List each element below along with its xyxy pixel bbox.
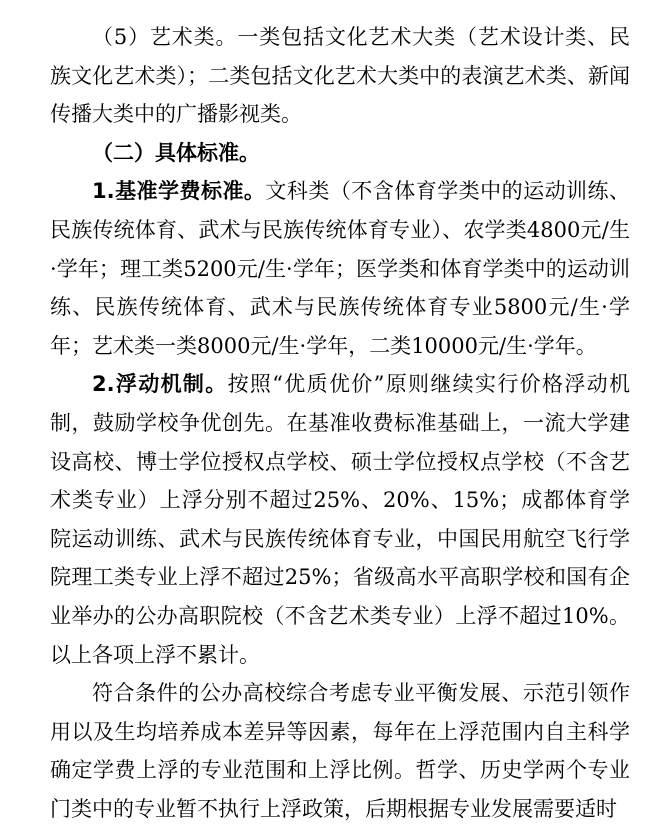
document-body: [50, 18, 630, 828]
paragraph-base-tuition: [50, 172, 630, 365]
floating-mechanism-title: 2.浮动机制。: [92, 372, 228, 397]
paragraph-qualified-universities: 符合条件的公办高校综合考虑专业平衡发展、示范引领作用以及生均培养成本差异等因素，每年在上浮范围内自主科学确定学费上浮的专业范围和上浮比例。哲学、历史学两个专业门类中的专业暂不执行上浮政策，后期根据专业发展需要适时: [50, 681, 630, 821]
paragraph-art-categories: （5）艺术类。一类包括文化艺术大类（艺术设计类、民族文化艺术类）；二类包括文化艺术大类中的表演艺术类、新闻传播大类中的广播影视类。: [50, 25, 630, 127]
section-heading-text: （二）具体标准。: [92, 140, 260, 165]
floating-mechanism-body: 按照“优质优价”原则继续实行价格浮动机制，鼓励学校争优创先。在基准收费标准基础上，一流大学建设高校、博士学位授权点学校、硕士学位授权点学校（不含艺术类专业）上浮分别不超过25%、20%、15%；成都体育学院运动训练、武术与民族传统体育专业，中国民用航空飞行学院理工类专业上浮不超过25%；省级高水平高职学校和国有企业举办的公办高职院校（不含艺术类专业）上浮不超过10%。以上各项上浮不累计。: [50, 372, 630, 667]
section-heading-specific-standards: [50, 134, 630, 173]
paragraph-floating-mechanism: [50, 365, 630, 674]
base-tuition-title: 1.基准学费标准。: [92, 179, 266, 204]
base-tuition-body: 文科类（不含体育学类中的运动训练、民族传统体育、武术与民族传统体育专业）、农学类4800元/生·学年；理工类5200元/生·学年；医学类和体育学类中的运动训练、民族传统体育、武术与民族传统体育专业5800元/生·学年；艺术类一类8000元/生·学年，二类10000元/生·学年。: [50, 179, 631, 358]
